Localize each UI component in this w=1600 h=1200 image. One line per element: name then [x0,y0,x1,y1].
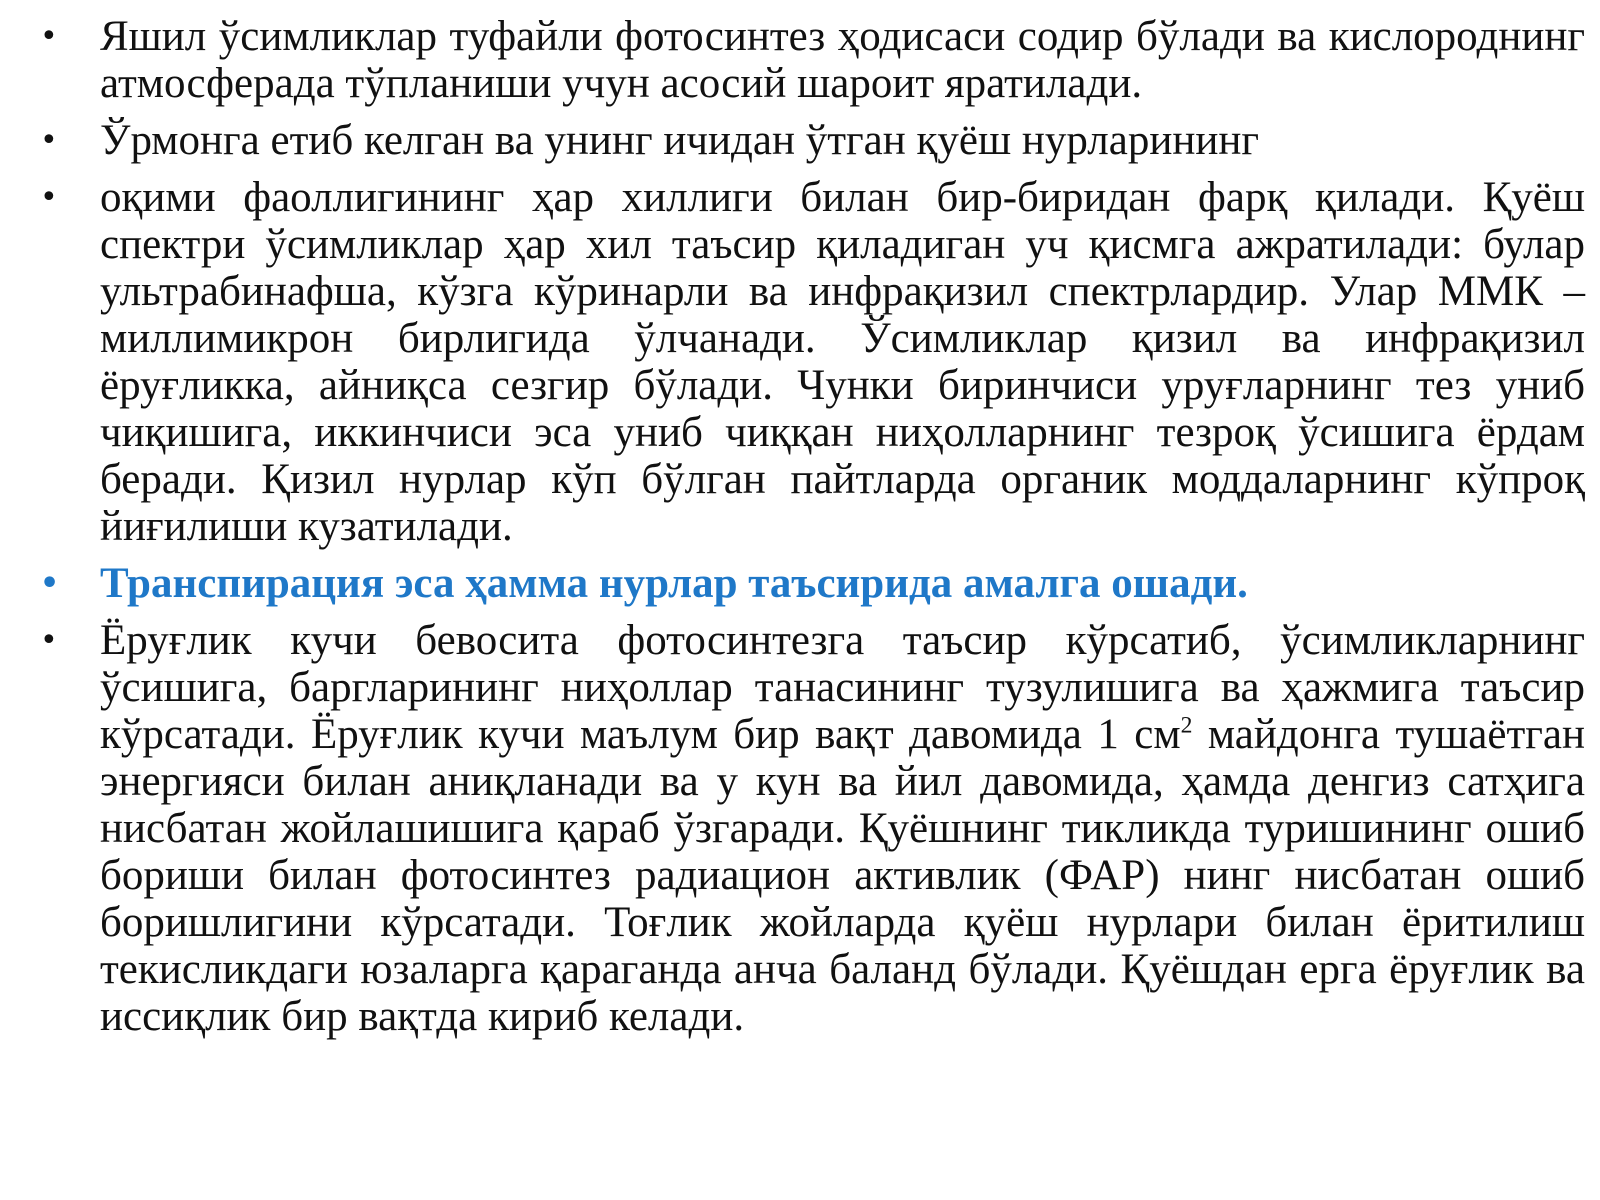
bullet-text: Яшил ўсимликлар туфайли фотосинтез ҳодисаси содир бўлади ва кислороднинг атмосферада тўпланиши учун асосий шароит яратилади. [100,13,1585,107]
bullet-text-part: майдонга тушаётган энергияси билан аниқланади ва у кун ва йил давомида, ҳамда денгиз сатҳига нисбатан жойлашишига қараб ўзгаради. Қуёшнинг тикликда туришининг ошиб бориши билан фотосинтез радиацион активлик (ФАР) нинг нисбатан ошиб боришлигини кўрсатади. Тоғлик жойларда қуёш нурлари билан ёритилиш текисликдаги юзаларга қараганда анча баланд бўлади. Қуёшдан ерга ёруғлик ва иссиқлик бир вақтда кириб келади. [100,711,1585,1040]
bullet-text-highlight: Транспирация эса ҳамма нурлар таъсирида амалга ошади. [100,560,1248,607]
bullet-item-transpiration [40,560,1585,607]
bullet-item-solar-spectrum [40,174,1585,550]
bullet-list [40,13,1585,1050]
bullet-dot-icon: • [40,566,60,601]
bullet-item-light-intensity [40,617,1585,1040]
bullet-text: оқими фаоллигининг ҳар хиллиги билан бир-биридан фарқ қилади. Қуёш спектри ўсимликлар ҳар хил таъсир қиладиган уч қисмга ажратилади: булар ультрабинафша, кўзга кўринарли ва инфрақизил спектрлардир. Улар ММК – миллимикрон бирлигида ўлчанади. Ўсимликлар қизил ва инфрақизил ёруғликка, айниқса сезгир бўлади. Чунки биринчиси уруғларнинг тез униб чиқишига, иккинчиси эса униб чиққан ниҳолларнинг тезроқ ўсишига ёрдам беради. Қизил нурлар кўп бўлган пайтларда органик моддаларнинг кўпроқ йиғилиши кузатилади. [100,174,1585,550]
bullet-text-part: Ёруғлик кучи бевосита фотосинтезга таъсир кўрсатиб, ўсимликларнинг ўсишига, баргларининг ниҳоллар танасининг тузулишига ва ҳажмига таъсир кўрсатади. Ёруғлик кучи маълум бир вақт давомида 1 см [100,617,1585,758]
bullet-dot-icon: • [40,19,58,54]
bullet-dot-icon: • [40,180,58,215]
bullet-item-photosynthesis [40,13,1585,107]
bullet-item-forest-light [40,117,1585,164]
bullet-dot-icon: • [40,623,58,658]
bullet-text: Ўрмонга етиб келган ва унинг ичидан ўтган қуёш нурларининг [100,117,1260,164]
superscript-two: 2 [1180,712,1193,739]
bullet-dot-icon: • [40,123,58,158]
bullet-text [100,617,1585,1040]
